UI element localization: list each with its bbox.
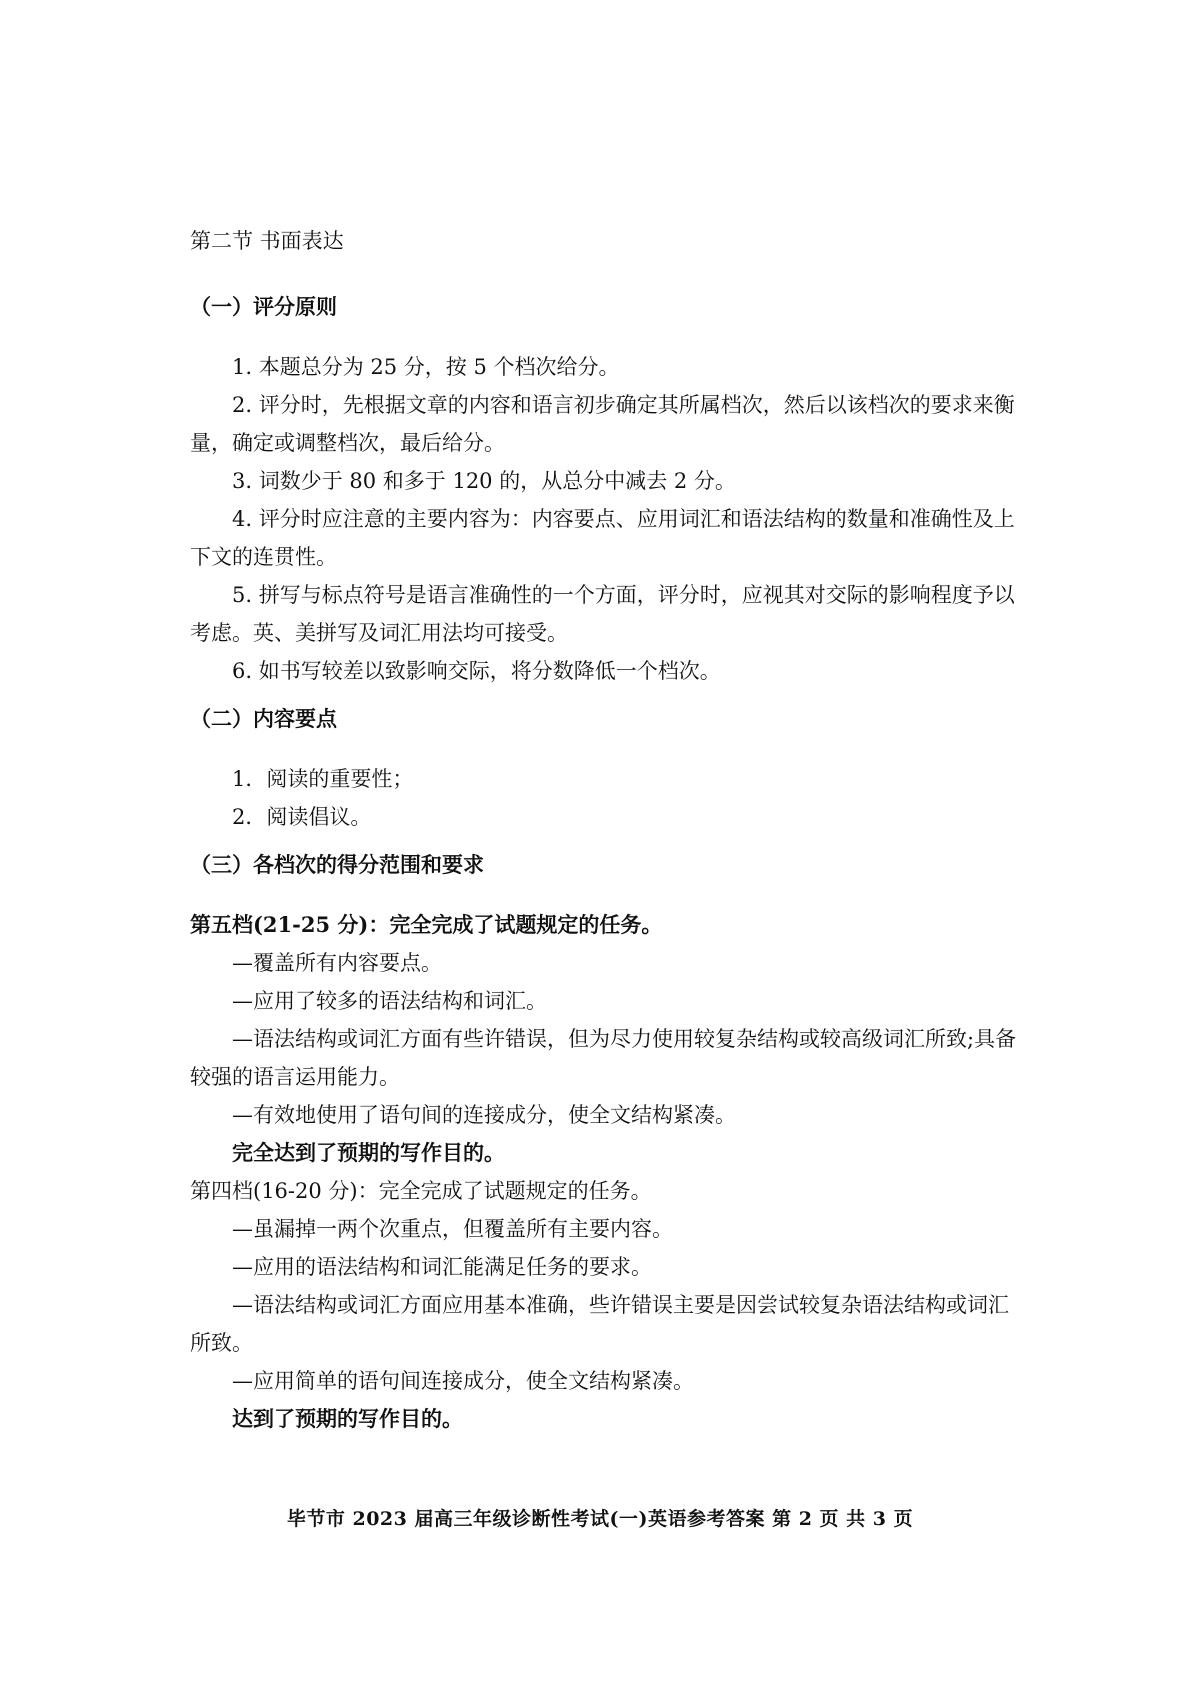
rule-item: 4. 评分时应注意的主要内容为：内容要点、应用词汇和语法结构的数量和准确性及上下文的连贯性。 [190,507,1015,569]
rule-item: 1. 本题总分为 25 分，按 5 个档次给分。 [232,355,620,379]
rule-item: 5. 拼写与标点符号是语言准确性的一个方面，评分时，应视其对交际的影响程度予以考虑。英、美拼写及词汇用法均可接受。 [190,583,1015,645]
rule-item: 3. 词数少于 80 和多于 120 的，从总分中减去 2 分。 [232,469,736,493]
tier4-title: 第四档(16-20 分)：完全完成了试题规定的任务。 [190,1179,652,1203]
content-point: 1．阅读的重要性； [232,767,414,791]
part1-heading: （一）评分原则 [190,295,337,319]
tier5-title: 第五档(21-25 分)：完全完成了试题规定的任务。 [190,912,663,937]
tier5-item: —覆盖所有内容要点。 [232,951,442,975]
section-title: 第二节 书面表达 [190,229,344,253]
tier4-item: —虽漏掉一两个次重点，但覆盖所有主要内容。 [232,1217,673,1241]
tier4-item: —应用的语法结构和词汇能满足任务的要求。 [232,1255,652,1279]
tier4-item: —语法结构或词汇方面应用基本准确，些许错误主要是因尝试较复杂语法结构或词汇所致。 [190,1293,1009,1355]
part3-heading: （三）各档次的得分范围和要求 [190,853,484,877]
part2-heading: （二）内容要点 [190,707,337,731]
document-body [190,222,1020,1438]
tier5-item: —有效地使用了语句间的连接成分，使全文结构紧凑。 [232,1103,736,1127]
rule-item: 2. 评分时，先根据文章的内容和语言初步确定其所属档次，然后以该档次的要求来衡量，确定或调整档次，最后给分。 [190,393,1015,455]
tier5-conclusion: 完全达到了预期的写作目的。 [232,1140,505,1165]
tier4-conclusion: 达到了预期的写作目的。 [232,1406,463,1431]
page-footer: 毕节市 2023 届高三年级诊断性考试(一)英语参考答案 第 2 页 共 3 页 [286,1508,914,1530]
tier5-item: —应用了较多的语法结构和词汇。 [232,989,547,1013]
tier5-item: —语法结构或词汇方面有些许错误，但为尽力使用较复杂结构或较高级词汇所致;具备较强的语言运用能力。 [190,1027,1017,1089]
rule-item: 6. 如书写较差以致影响交际，将分数降低一个档次。 [232,659,721,683]
content-point: 2．阅读倡议。 [232,805,372,829]
tier4-item: —应用简单的语句间连接成分，使全文结构紧凑。 [232,1369,694,1393]
